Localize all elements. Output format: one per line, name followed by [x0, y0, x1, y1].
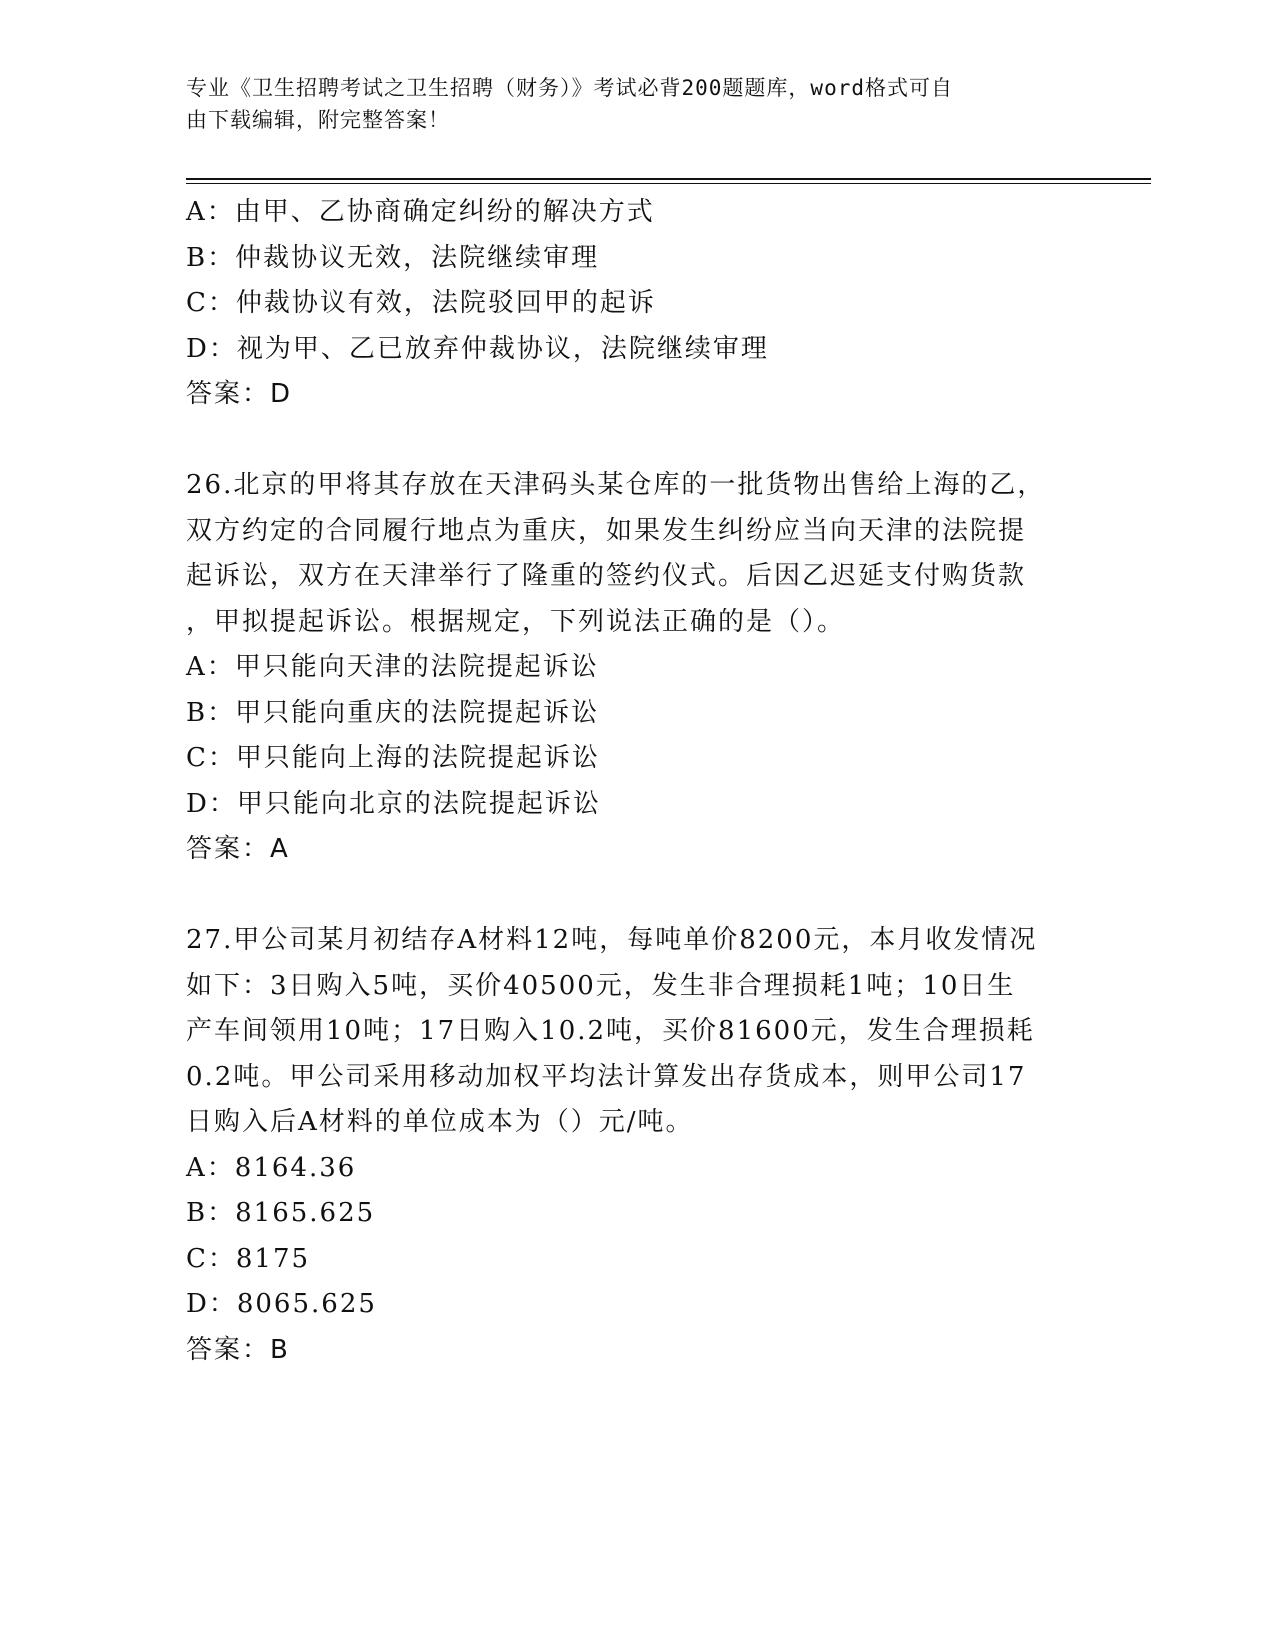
document-header — [186, 72, 1066, 136]
spacer — [186, 873, 1076, 919]
question-stem-line: 起诉讼，双方在天津举行了隆重的签约仪式。后因乙迟延支付购货款 — [186, 561, 1027, 591]
question-27 — [186, 918, 1076, 1373]
question-stem-line: 26.北京的甲将其存放在天津码头某仓库的一批货物出售给上海的乙， — [186, 470, 1046, 500]
option-a: A：由甲、乙协商确定纠纷的解决方式 — [186, 197, 655, 227]
question-stem-line: 27.甲公司某月初结存A材料12吨，每吨单价8200元，本月收发情况 — [186, 925, 1038, 955]
question-stem-line: 产车间领用10吨；17日购入10.2吨，买价81600元，发生合理损耗 — [186, 1016, 1035, 1046]
option-a: A：8164.36 — [186, 1152, 357, 1183]
option-d: D：视为甲、乙已放弃仲裁协议，法院继续审理 — [186, 333, 769, 364]
option-c: C：甲只能向上海的法院提起诉讼 — [186, 743, 600, 773]
option-b: B：8165.625 — [186, 1198, 376, 1228]
option-b: B：仲裁协议无效，法院继续审理 — [186, 242, 600, 273]
spacer — [186, 418, 1076, 464]
answer: 答案：B — [186, 1334, 290, 1365]
question-stem-line: ，甲拟提起诉讼。根据规定，下列说法正确的是（）。 — [186, 606, 846, 637]
question-26 — [186, 463, 1076, 873]
question-25 — [186, 190, 1076, 418]
option-d: D：甲只能向北京的法院提起诉讼 — [186, 788, 601, 819]
option-d: D：8065.625 — [186, 1289, 377, 1319]
question-stem-line: 双方约定的合同履行地点为重庆，如果发生纠纷应当向天津的法院提 — [186, 515, 1027, 546]
header-line-1: 专业《卫生招聘考试之卫生招聘（财务）》考试必背200题题库，word格式可自 — [186, 76, 953, 100]
answer: 答案：A — [186, 834, 290, 864]
answer: 答案：D — [186, 379, 293, 409]
document-body — [186, 190, 1076, 1373]
option-c: C：仲裁协议有效，法院驳回甲的起诉 — [186, 288, 656, 318]
option-b: B：甲只能向重庆的法院提起诉讼 — [186, 697, 600, 728]
header-line-2: 由下载编辑，附完整答案！ — [186, 108, 450, 132]
question-stem-line: 日购入后A材料的单位成本为（）元/吨。 — [186, 1107, 694, 1137]
header-divider-thick — [186, 178, 1151, 180]
option-a: A：甲只能向天津的法院提起诉讼 — [186, 652, 599, 682]
option-c: C：8175 — [186, 1243, 311, 1274]
question-stem-line: 如下：3日购入5吨，买价40500元，发生非合理损耗1吨；10日生 — [186, 970, 1016, 1001]
header-divider-thin — [186, 183, 1151, 184]
question-stem-line: 0.2吨。甲公司采用移动加权平均法计算发出存货成本，则甲公司17 — [186, 1061, 1027, 1092]
